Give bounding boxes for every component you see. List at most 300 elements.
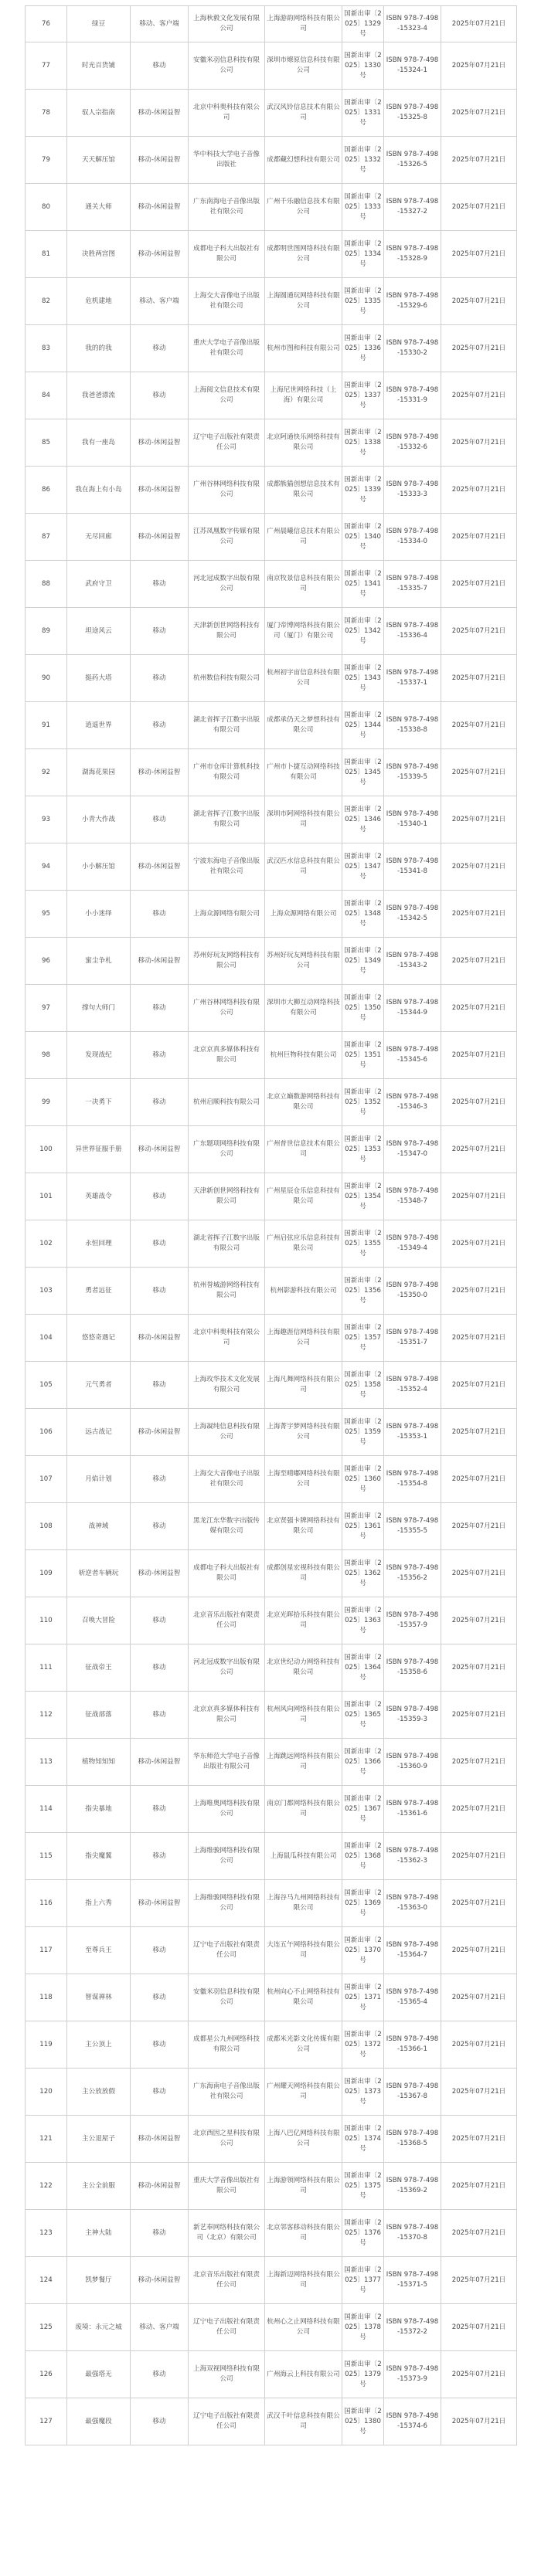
cell-operator: 成都米光影文化传媒有限公司	[265, 2021, 342, 2069]
cell-index: 105	[26, 1362, 67, 1409]
cell-publisher: 上海交大音像电子出版社有限公司	[189, 1456, 265, 1503]
cell-approval-number: 国新出审〔2025〕1366号	[342, 1739, 384, 1786]
cell-publisher: 湖北省挥子江数字出版有限公司	[189, 796, 265, 843]
cell-isbn: ISBN 978-7-498-15363-0	[384, 1880, 441, 1927]
cell-category: 移动	[131, 1927, 189, 1974]
cell-approval-date: 2025年07月21日	[441, 2304, 517, 2351]
cell-operator: 上海菁宇梦网络科技有限公司	[265, 1409, 342, 1456]
cell-approval-number: 国新出审〔2025〕1380号	[342, 2398, 384, 2445]
cell-category: 移动	[131, 796, 189, 843]
cell-category: 移动	[131, 1173, 189, 1220]
cell-approval-number: 国新出审〔2025〕1357号	[342, 1315, 384, 1362]
cell-category: 移动-休闲益智	[131, 467, 189, 514]
table-row	[26, 796, 517, 843]
cell-approval-date: 2025年07月21日	[441, 1409, 517, 1456]
cell-approval-number: 国新出审〔2025〕1376号	[342, 2210, 384, 2257]
cell-category: 移动、客户端	[131, 2304, 189, 2351]
table-row	[26, 1927, 517, 1974]
cell-game-title: 异世界征服手册	[67, 1126, 131, 1173]
cell-publisher: 北京西因之星科技有限公司	[189, 2116, 265, 2163]
cell-isbn: ISBN 978-7-498-15369-2	[384, 2163, 441, 2210]
cell-publisher: 上海凝纯信息科技有限公司	[189, 1409, 265, 1456]
cell-category: 移动-休闲益智	[131, 1409, 189, 1456]
cell-operator: 成都藏幻想科技有限公司	[265, 137, 342, 184]
cell-game-title: 时光百货铺	[67, 42, 131, 90]
cell-game-title: 英雄战令	[67, 1173, 131, 1220]
cell-category: 移动	[131, 1974, 189, 2021]
cell-publisher: 杭州数信科技有限公司	[189, 655, 265, 702]
cell-category: 移动-休闲益智	[131, 1739, 189, 1786]
table-row	[26, 231, 517, 278]
cell-approval-number: 国新出审〔2025〕1369号	[342, 1880, 384, 1927]
cell-approval-date: 2025年07月21日	[441, 6, 517, 42]
cell-category: 移动	[131, 2210, 189, 2257]
cell-approval-date: 2025年07月21日	[441, 278, 517, 325]
cell-approval-number: 国新出审〔2025〕1358号	[342, 1362, 384, 1409]
cell-index: 88	[26, 561, 67, 608]
table-row	[26, 608, 517, 655]
cell-isbn: ISBN 978-7-498-15324-1	[384, 42, 441, 90]
cell-operator: 北京贤强卡牌网络科技有限公司	[265, 1503, 342, 1550]
cell-operator: 上海凡舞网络科技有限公司	[265, 1362, 342, 1409]
cell-publisher: 上海维骏网络科技有限公司	[189, 1880, 265, 1927]
cell-isbn: ISBN 978-7-498-15352-4	[384, 1362, 441, 1409]
table-row	[26, 2257, 517, 2304]
cell-index: 99	[26, 1079, 67, 1126]
cell-operator: 上海趣涯信网络科技有限公司	[265, 1315, 342, 1362]
cell-isbn: ISBN 978-7-498-15328-9	[384, 231, 441, 278]
cell-isbn: ISBN 978-7-498-15359-3	[384, 1692, 441, 1739]
cell-publisher: 上海双视网络科技有限公司	[189, 2351, 265, 2398]
cell-category: 移动	[131, 561, 189, 608]
cell-index: 103	[26, 1268, 67, 1315]
cell-game-title: 最强塔无	[67, 2351, 131, 2398]
cell-game-title: 征战帝王	[67, 1644, 131, 1692]
cell-isbn: ISBN 978-7-498-15331-9	[384, 372, 441, 419]
cell-game-title: 主神大陆	[67, 2210, 131, 2257]
cell-index: 107	[26, 1456, 67, 1503]
cell-game-title: 元气勇者	[67, 1362, 131, 1409]
cell-category: 移动	[131, 2351, 189, 2398]
cell-approval-number: 国新出审〔2025〕1341号	[342, 561, 384, 608]
cell-game-title: 废境：永元之城	[67, 2304, 131, 2351]
cell-operator: 杭州市图和科技有限公司	[265, 325, 342, 372]
cell-operator: 广州市卜捷互动网络科技有限公司	[265, 749, 342, 796]
cell-game-title: 征战部落	[67, 1692, 131, 1739]
cell-approval-number: 国新出审〔2025〕1344号	[342, 702, 384, 749]
cell-game-title: 撑句大师门	[67, 985, 131, 1032]
cell-operator: 广州海云上科技有限公司	[265, 2351, 342, 2398]
cell-operator: 武汉匹水信息科技有限公司	[265, 843, 342, 891]
cell-game-title: 指尖暴地	[67, 1786, 131, 1833]
cell-publisher: 黑龙江东华数字出版传媒有限公司	[189, 1503, 265, 1550]
cell-isbn: ISBN 978-7-498-15334-0	[384, 514, 441, 561]
cell-isbn: ISBN 978-7-498-15348-7	[384, 1173, 441, 1220]
table-row	[26, 1503, 517, 1550]
table-row	[26, 6, 517, 42]
cell-publisher: 北京中科奥科技有限公司	[189, 1315, 265, 1362]
cell-publisher: 湖北省挥子江数字出版有限公司	[189, 1220, 265, 1268]
table-row	[26, 1173, 517, 1220]
table-row	[26, 2351, 517, 2398]
cell-category: 移动	[131, 1032, 189, 1079]
cell-isbn: ISBN 978-7-498-15351-7	[384, 1315, 441, 1362]
cell-publisher: 华东师范大学电子音像出版社有限公司	[189, 1739, 265, 1786]
cell-approval-date: 2025年07月21日	[441, 1220, 517, 1268]
cell-approval-number: 国新出审〔2025〕1364号	[342, 1644, 384, 1692]
cell-category: 移动	[131, 2021, 189, 2069]
cell-isbn: ISBN 978-7-498-15373-9	[384, 2351, 441, 2398]
cell-isbn: ISBN 978-7-498-15345-6	[384, 1032, 441, 1079]
cell-category: 移动-休闲益智	[131, 231, 189, 278]
table-row	[26, 891, 517, 938]
cell-index: 116	[26, 1880, 67, 1927]
cell-index: 108	[26, 1503, 67, 1550]
cell-operator: 大连五午网络科技有限公司	[265, 1927, 342, 1974]
table-row	[26, 2398, 517, 2445]
cell-category: 移动、客户端	[131, 6, 189, 42]
cell-approval-date: 2025年07月21日	[441, 608, 517, 655]
cell-isbn: ISBN 978-7-498-15374-6	[384, 2398, 441, 2445]
cell-game-title: 挺药大塔	[67, 655, 131, 702]
cell-approval-number: 国新出审〔2025〕1346号	[342, 796, 384, 843]
table-row	[26, 2069, 517, 2116]
cell-isbn: ISBN 978-7-498-15330-2	[384, 325, 441, 372]
cell-index: 127	[26, 2398, 67, 2445]
cell-approval-number: 国新出审〔2025〕1368号	[342, 1833, 384, 1880]
cell-category: 移动-休闲益智	[131, 2116, 189, 2163]
cell-publisher: 上海交大音像电子出版社有限公司	[189, 278, 265, 325]
cell-game-title: 主公退屋子	[67, 2116, 131, 2163]
cell-approval-date: 2025年07月21日	[441, 1362, 517, 1409]
cell-approval-date: 2025年07月21日	[441, 1315, 517, 1362]
cell-operator: 杭州心之止网络科技有限公司	[265, 2304, 342, 2351]
cell-approval-date: 2025年07月21日	[441, 1173, 517, 1220]
cell-approval-date: 2025年07月21日	[441, 1927, 517, 1974]
cell-game-title: 通关大师	[67, 184, 131, 231]
cell-operator: 深圳市阿网络科技有限公司	[265, 796, 342, 843]
cell-publisher: 安徽米羽信息科技有限公司	[189, 42, 265, 90]
cell-index: 86	[26, 467, 67, 514]
cell-index: 119	[26, 2021, 67, 2069]
cell-game-title: 小青大作战	[67, 796, 131, 843]
cell-game-title: 永恒回理	[67, 1220, 131, 1268]
cell-publisher: 北京音乐出版社有限责任公司	[189, 2257, 265, 2304]
cell-game-title: 凯梦餐厅	[67, 2257, 131, 2304]
cell-game-title: 主公全前服	[67, 2163, 131, 2210]
cell-isbn: ISBN 978-7-498-15356-2	[384, 1550, 441, 1597]
cell-approval-number: 国新出审〔2025〕1337号	[342, 372, 384, 419]
table-row	[26, 1597, 517, 1644]
table-row	[26, 90, 517, 137]
cell-approval-date: 2025年07月21日	[441, 938, 517, 985]
cell-index: 125	[26, 2304, 67, 2351]
cell-approval-date: 2025年07月21日	[441, 2163, 517, 2210]
cell-operator: 广州晨曦信息技术有限公司	[265, 514, 342, 561]
cell-game-title: 悠悠奇遇记	[67, 1315, 131, 1362]
cell-isbn: ISBN 978-7-498-15336-4	[384, 608, 441, 655]
table-row	[26, 42, 517, 90]
table-row	[26, 2163, 517, 2210]
table-row	[26, 278, 517, 325]
cell-index: 120	[26, 2069, 67, 2116]
cell-index: 89	[26, 608, 67, 655]
cell-approval-date: 2025年07月21日	[441, 1739, 517, 1786]
cell-category: 移动	[131, 1503, 189, 1550]
cell-index: 82	[26, 278, 67, 325]
cell-approval-date: 2025年07月21日	[441, 2351, 517, 2398]
table-row	[26, 1079, 517, 1126]
cell-operator: 上海圆通玩网络科技有限公司	[265, 278, 342, 325]
table-row	[26, 655, 517, 702]
cell-operator: 南京门都网络科技有限公司	[265, 1786, 342, 1833]
cell-approval-number: 国新出审〔2025〕1356号	[342, 1268, 384, 1315]
cell-category: 移动	[131, 1268, 189, 1315]
cell-isbn: ISBN 978-7-498-15326-5	[384, 137, 441, 184]
cell-game-title: 发现战纪	[67, 1032, 131, 1079]
table-row	[26, 1644, 517, 1692]
cell-game-title: 主公放放假	[67, 2069, 131, 2116]
table-row	[26, 1786, 517, 1833]
cell-category: 移动	[131, 608, 189, 655]
cell-approval-date: 2025年07月21日	[441, 2210, 517, 2257]
cell-operator: 苏州好玩友网络科技有限公司	[265, 938, 342, 985]
cell-approval-number: 国新出审〔2025〕1373号	[342, 2069, 384, 2116]
cell-operator: 成都熊猫创想信息技术有限公司	[265, 467, 342, 514]
cell-isbn: ISBN 978-7-498-15366-1	[384, 2021, 441, 2069]
cell-index: 126	[26, 2351, 67, 2398]
cell-category: 移动-休闲益智	[131, 1315, 189, 1362]
cell-approval-number: 国新出审〔2025〕1348号	[342, 891, 384, 938]
cell-approval-date: 2025年07月21日	[441, 985, 517, 1032]
cell-game-title: 我在海上有小岛	[67, 467, 131, 514]
cell-category: 移动-休闲益智	[131, 843, 189, 891]
cell-publisher: 江苏凤凰数字传媒有限公司	[189, 514, 265, 561]
cell-game-title: 逍遥世界	[67, 702, 131, 749]
cell-game-title: 无尽回廊	[67, 514, 131, 561]
cell-publisher: 北京中科奥科技有限公司	[189, 90, 265, 137]
cell-approval-number: 国新出审〔2025〕1362号	[342, 1550, 384, 1597]
cell-approval-date: 2025年07月21日	[441, 2398, 517, 2445]
cell-publisher: 成都星公九州网络科技有限公司	[189, 2021, 265, 2069]
approval-list-table	[25, 5, 517, 2445]
cell-operator: 成都承仍天之梦想科技有限公司	[265, 702, 342, 749]
cell-isbn: ISBN 978-7-498-15361-6	[384, 1786, 441, 1833]
cell-operator: 深圳市大狮互动网络科技有限公司	[265, 985, 342, 1032]
cell-isbn: ISBN 978-7-498-15338-8	[384, 702, 441, 749]
cell-game-title: 危机建地	[67, 278, 131, 325]
cell-isbn: ISBN 978-7-498-15333-3	[384, 467, 441, 514]
cell-approval-date: 2025年07月21日	[441, 1079, 517, 1126]
cell-isbn: ISBN 978-7-498-15327-2	[384, 184, 441, 231]
cell-operator: 杭州风向网络科技有限公司	[265, 1692, 342, 1739]
cell-game-title: 湖海花果园	[67, 749, 131, 796]
cell-approval-number: 国新出审〔2025〕1353号	[342, 1126, 384, 1173]
cell-operator: 广州启弦应乐信息科技有限公司	[265, 1220, 342, 1268]
cell-category: 移动	[131, 1079, 189, 1126]
cell-index: 87	[26, 514, 67, 561]
cell-game-title: 天天解压馆	[67, 137, 131, 184]
cell-index: 118	[26, 1974, 67, 2021]
cell-publisher: 广东题项网络科技有限公司	[189, 1126, 265, 1173]
table-row	[26, 702, 517, 749]
cell-publisher: 宁波东海电子音像出版社有限公司	[189, 843, 265, 891]
cell-isbn: ISBN 978-7-498-15332-6	[384, 419, 441, 467]
cell-approval-date: 2025年07月21日	[441, 42, 517, 90]
cell-category: 移动、客户端	[131, 278, 189, 325]
cell-index: 94	[26, 843, 67, 891]
cell-operator: 上海跳远网络科技有限公司	[265, 1739, 342, 1786]
cell-isbn: ISBN 978-7-498-15353-1	[384, 1409, 441, 1456]
cell-index: 122	[26, 2163, 67, 2210]
cell-approval-number: 国新出审〔2025〕1374号	[342, 2116, 384, 2163]
cell-approval-number: 国新出审〔2025〕1367号	[342, 1786, 384, 1833]
cell-game-title: 指上六秀	[67, 1880, 131, 1927]
cell-approval-number: 国新出审〔2025〕1371号	[342, 1974, 384, 2021]
cell-publisher: 广州市仓库计算机科技有限公司	[189, 749, 265, 796]
cell-index: 96	[26, 938, 67, 985]
cell-approval-date: 2025年07月21日	[441, 2116, 517, 2163]
cell-approval-number: 国新出审〔2025〕1352号	[342, 1079, 384, 1126]
cell-operator: 上海八巴亿网络科技有限公司	[265, 2116, 342, 2163]
cell-index: 84	[26, 372, 67, 419]
cell-isbn: ISBN 978-7-498-15357-9	[384, 1597, 441, 1644]
cell-isbn: ISBN 978-7-498-15342-5	[384, 891, 441, 938]
cell-approval-number: 国新出审〔2025〕1347号	[342, 843, 384, 891]
cell-approval-date: 2025年07月21日	[441, 1268, 517, 1315]
cell-publisher: 杭州誉城游网络科技有限公司	[189, 1268, 265, 1315]
cell-publisher: 辽宁电子出版社有限责任公司	[189, 1927, 265, 1974]
cell-category: 移动	[131, 1597, 189, 1644]
cell-approval-date: 2025年07月21日	[441, 749, 517, 796]
cell-game-title: 植物知知知	[67, 1739, 131, 1786]
cell-approval-date: 2025年07月21日	[441, 1126, 517, 1173]
cell-approval-date: 2025年07月21日	[441, 514, 517, 561]
cell-approval-number: 国新出审〔2025〕1355号	[342, 1220, 384, 1268]
cell-category: 移动	[131, 1220, 189, 1268]
cell-category: 移动	[131, 325, 189, 372]
cell-approval-date: 2025年07月21日	[441, 419, 517, 467]
cell-publisher: 上海唯奥网络科技有限公司	[189, 1786, 265, 1833]
cell-game-title: 驭人宗指南	[67, 90, 131, 137]
cell-publisher: 苏州好玩友网络科技有限公司	[189, 938, 265, 985]
cell-operator: 武汉千叶信息科技有限公司	[265, 2398, 342, 2445]
cell-approval-number: 国新出审〔2025〕1336号	[342, 325, 384, 372]
cell-index: 92	[26, 749, 67, 796]
table-row	[26, 561, 517, 608]
cell-category: 移动	[131, 702, 189, 749]
cell-isbn: ISBN 978-7-498-15340-1	[384, 796, 441, 843]
cell-approval-date: 2025年07月21日	[441, 1503, 517, 1550]
cell-isbn: ISBN 978-7-498-15349-4	[384, 1220, 441, 1268]
cell-approval-number: 国新出审〔2025〕1332号	[342, 137, 384, 184]
cell-approval-date: 2025年07月21日	[441, 2021, 517, 2069]
cell-category: 移动	[131, 372, 189, 419]
cell-approval-number: 国新出审〔2025〕1329号	[342, 6, 384, 42]
table-row	[26, 514, 517, 561]
cell-game-title: 我的的我	[67, 325, 131, 372]
cell-game-title: 坦途风云	[67, 608, 131, 655]
table-row	[26, 749, 517, 796]
table-row	[26, 1692, 517, 1739]
cell-approval-number: 国新出审〔2025〕1333号	[342, 184, 384, 231]
cell-publisher: 成都电子科大出版社有限公司	[189, 1550, 265, 1597]
cell-category: 移动-休闲益智	[131, 2257, 189, 2304]
cell-approval-date: 2025年07月21日	[441, 1974, 517, 2021]
table-row	[26, 1550, 517, 1597]
table-row	[26, 1268, 517, 1315]
cell-approval-date: 2025年07月21日	[441, 90, 517, 137]
cell-publisher: 广东海南电子音像出版社有限公司	[189, 2069, 265, 2116]
cell-approval-number: 国新出审〔2025〕1361号	[342, 1503, 384, 1550]
cell-category: 移动	[131, 1786, 189, 1833]
cell-operator: 北京阿通快乐网络科技有限公司	[265, 419, 342, 467]
cell-game-title: 月焰计划	[67, 1456, 131, 1503]
cell-operator: 广州普世信息技术有限公司	[265, 1126, 342, 1173]
table-row	[26, 985, 517, 1032]
cell-category: 移动-休闲益智	[131, 938, 189, 985]
cell-approval-number: 国新出审〔2025〕1378号	[342, 2304, 384, 2351]
cell-category: 移动-休闲益智	[131, 514, 189, 561]
cell-approval-date: 2025年07月21日	[441, 1692, 517, 1739]
cell-approval-number: 国新出审〔2025〕1375号	[342, 2163, 384, 2210]
table-row	[26, 1739, 517, 1786]
cell-game-title: 斩逆者车辆玩	[67, 1550, 131, 1597]
cell-index: 101	[26, 1173, 67, 1220]
cell-isbn: ISBN 978-7-498-15350-0	[384, 1268, 441, 1315]
cell-approval-date: 2025年07月21日	[441, 1644, 517, 1692]
cell-publisher: 广东南海电子音像出版社有限公司	[189, 184, 265, 231]
cell-approval-number: 国新出审〔2025〕1372号	[342, 2021, 384, 2069]
cell-approval-number: 国新出审〔2025〕1349号	[342, 938, 384, 985]
cell-isbn: ISBN 978-7-498-15372-2	[384, 2304, 441, 2351]
cell-isbn: ISBN 978-7-498-15354-8	[384, 1456, 441, 1503]
cell-approval-number: 国新出审〔2025〕1379号	[342, 2351, 384, 2398]
cell-operator: 北京立巅数游网络科技有限公司	[265, 1079, 342, 1126]
cell-approval-number: 国新出审〔2025〕1342号	[342, 608, 384, 655]
cell-publisher: 重庆大学电子音像出版社有限公司	[189, 325, 265, 372]
cell-game-title: 最强魔段	[67, 2398, 131, 2445]
cell-category: 移动	[131, 2069, 189, 2116]
cell-publisher: 广州谷林网络科技有限公司	[189, 467, 265, 514]
cell-operator: 上海尼世网络科技（上海）有限公司	[265, 372, 342, 419]
cell-index: 123	[26, 2210, 67, 2257]
cell-approval-date: 2025年07月21日	[441, 1786, 517, 1833]
cell-publisher: 辽宁电子出版社有限责任公司	[189, 2304, 265, 2351]
cell-approval-number: 国新出审〔2025〕1354号	[342, 1173, 384, 1220]
cell-category: 移动	[131, 1456, 189, 1503]
cell-operator: 杭州初字宙信息科技有限公司	[265, 655, 342, 702]
cell-category: 移动-休闲益智	[131, 90, 189, 137]
cell-operator: 杭州影游科技有限公司	[265, 1268, 342, 1315]
cell-operator: 武汉风铃信息技术有限公司	[265, 90, 342, 137]
table-row	[26, 1220, 517, 1268]
cell-approval-date: 2025年07月21日	[441, 467, 517, 514]
cell-index: 124	[26, 2257, 67, 2304]
cell-approval-date: 2025年07月21日	[441, 561, 517, 608]
cell-index: 91	[26, 702, 67, 749]
cell-index: 95	[26, 891, 67, 938]
table-row	[26, 2021, 517, 2069]
cell-publisher: 北京京真多媒体科技有限公司	[189, 1032, 265, 1079]
cell-publisher: 华中科技大学电子音像出版社	[189, 137, 265, 184]
cell-approval-date: 2025年07月21日	[441, 796, 517, 843]
cell-isbn: ISBN 978-7-498-15362-3	[384, 1833, 441, 1880]
cell-isbn: ISBN 978-7-498-15367-8	[384, 2069, 441, 2116]
cell-game-title: 远古战记	[67, 1409, 131, 1456]
cell-index: 97	[26, 985, 67, 1032]
cell-game-title: 智谋禅林	[67, 1974, 131, 2021]
